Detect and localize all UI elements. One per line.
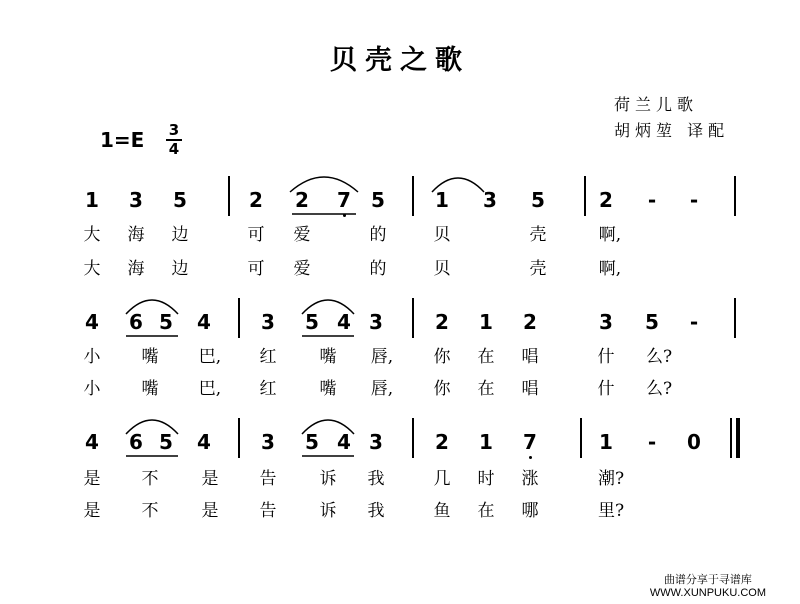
lyric: 时 xyxy=(477,469,495,489)
lyric: 么? xyxy=(646,379,673,399)
lyric: 里? xyxy=(598,501,625,521)
note: 2 xyxy=(295,188,309,212)
lyric: 鱼 xyxy=(433,501,451,521)
lyric: 贝 xyxy=(433,259,451,279)
lyric: 在 xyxy=(477,379,495,399)
slur xyxy=(290,177,358,192)
note: 3 xyxy=(369,310,383,334)
note: 3 xyxy=(599,310,613,334)
note: 2 xyxy=(599,188,613,212)
lyric: 大 xyxy=(83,225,101,245)
lyric: 爱 xyxy=(293,259,311,279)
time-signature-bottom: 4 xyxy=(168,140,180,158)
lyric: 告 xyxy=(259,501,277,521)
lyric: 边 xyxy=(171,259,189,279)
note: 5 xyxy=(159,430,173,454)
note: 4 xyxy=(85,430,99,454)
note: 7 xyxy=(523,430,537,454)
lyric: 可 xyxy=(247,259,265,279)
note: 2 xyxy=(435,430,449,454)
lyric: 你 xyxy=(433,347,451,367)
lyric: 红 xyxy=(259,347,277,367)
lyric: 小 xyxy=(83,379,101,399)
note: 1 xyxy=(435,188,449,212)
note: 7 xyxy=(337,188,351,212)
note: 3 xyxy=(129,188,143,212)
slur xyxy=(126,300,178,314)
note: 5 xyxy=(371,188,385,212)
slur xyxy=(432,178,484,192)
lyric: 嘴 xyxy=(319,347,337,367)
lyric: 爱 xyxy=(293,225,311,245)
note: 2 xyxy=(523,310,537,334)
lyric: 是 xyxy=(83,501,101,521)
lyric: 你 xyxy=(433,379,451,399)
lyric: 啊, xyxy=(598,225,622,245)
watermark-line-2: WWW.XUNPUKU.COM xyxy=(649,587,766,599)
note: 3 xyxy=(483,188,497,212)
note-dash: - xyxy=(689,310,699,334)
note: 3 xyxy=(261,430,275,454)
lyric: 的 xyxy=(369,259,387,279)
song-origin: 荷兰儿歌 xyxy=(614,95,699,114)
lyric: 啊, xyxy=(598,259,622,279)
lyric: 边 xyxy=(171,225,189,245)
note: 1 xyxy=(479,310,493,334)
slur xyxy=(302,300,354,314)
note: 3 xyxy=(261,310,275,334)
note: 1 xyxy=(85,188,99,212)
note: 0 xyxy=(687,430,701,454)
lyric: 是 xyxy=(201,469,219,489)
lyric: 诉 xyxy=(319,469,337,489)
note: 1 xyxy=(599,430,613,454)
time-signature-top: 3 xyxy=(168,121,180,139)
lyric: 嘴 xyxy=(141,347,159,367)
arranger-credit: 胡炳堃 译配 xyxy=(614,121,730,140)
note-dash: - xyxy=(647,430,657,454)
lyric: 可 xyxy=(247,225,265,245)
lyric: 贝 xyxy=(433,225,451,245)
lyric: 么? xyxy=(646,347,673,367)
note: 2 xyxy=(249,188,263,212)
lyric: 海 xyxy=(127,225,145,245)
lyric: 的 xyxy=(369,225,387,245)
lyric: 唇, xyxy=(370,379,394,399)
note: 5 xyxy=(173,188,187,212)
note: 2 xyxy=(435,310,449,334)
note: 4 xyxy=(337,430,351,454)
note: 6 xyxy=(129,430,143,454)
note: 1 xyxy=(479,430,493,454)
lyric: 什 xyxy=(597,347,615,367)
lyric: 什 xyxy=(597,379,615,399)
lyric: 我 xyxy=(367,469,385,489)
note-dash: - xyxy=(647,188,657,212)
watermark-line-1: 曲谱分享于寻谱库 xyxy=(663,574,752,586)
lyric: 嘴 xyxy=(141,379,159,399)
lyric: 唱 xyxy=(521,347,539,367)
lyric: 涨 xyxy=(521,469,539,489)
watermark-footer xyxy=(650,574,766,600)
lyric: 诉 xyxy=(319,501,337,521)
note: 5 xyxy=(159,310,173,334)
lyric: 红 xyxy=(259,379,277,399)
slur xyxy=(126,420,178,434)
note: 4 xyxy=(197,430,211,454)
lyric: 在 xyxy=(477,347,495,367)
song-title: 贝壳之歌 xyxy=(330,45,470,76)
note: 4 xyxy=(337,310,351,334)
slur xyxy=(302,420,354,434)
lyric: 是 xyxy=(201,501,219,521)
lyric: 壳 xyxy=(529,225,547,245)
note: 3 xyxy=(369,430,383,454)
lyric: 壳 xyxy=(529,259,547,279)
lyric: 在 xyxy=(477,501,495,521)
lyric: 海 xyxy=(127,259,145,279)
note: 4 xyxy=(85,310,99,334)
lyric: 我 xyxy=(367,501,385,521)
lyric: 潮? xyxy=(598,469,625,489)
lyric: 不 xyxy=(141,501,159,521)
lyric: 不 xyxy=(141,469,159,489)
key-signature: 1=E xyxy=(100,128,145,152)
lyric: 告 xyxy=(259,469,277,489)
note: 4 xyxy=(197,310,211,334)
lyric: 几 xyxy=(433,469,451,489)
lyric: 唇, xyxy=(370,347,394,367)
lyric: 嘴 xyxy=(319,379,337,399)
lyric: 小 xyxy=(83,347,101,367)
note: 5 xyxy=(305,310,319,334)
lyric: 巴, xyxy=(198,379,222,399)
note-dash: - xyxy=(689,188,699,212)
lyric: 大 xyxy=(83,259,101,279)
note: 5 xyxy=(645,310,659,334)
lyric: 巴, xyxy=(198,347,222,367)
lyric: 哪 xyxy=(521,501,539,521)
note: 5 xyxy=(531,188,545,212)
lyric: 唱 xyxy=(521,379,539,399)
note: 6 xyxy=(129,310,143,334)
note: 5 xyxy=(305,430,319,454)
lyric: 是 xyxy=(83,469,101,489)
